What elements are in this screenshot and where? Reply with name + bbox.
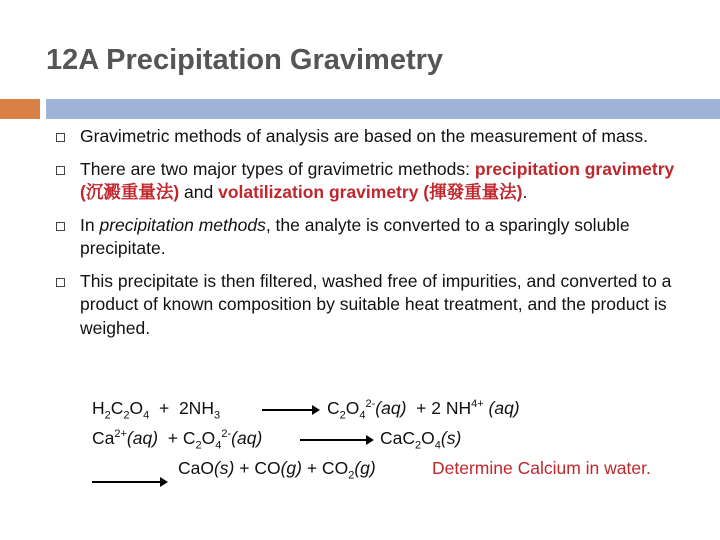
calcium-note: Determine Calcium in water. bbox=[432, 458, 651, 478]
volatilization-gravimetry-term: volatilization gravimetry (揮發重量法) bbox=[218, 182, 523, 202]
square-bullet-icon bbox=[56, 222, 65, 231]
accent-bar-left bbox=[0, 99, 40, 119]
equation-1-products: $C_2O_4^{2-}(aq) + 2$ $NH^{4+}$ (aq) bbox=[327, 398, 520, 422]
square-bullet-icon bbox=[56, 278, 65, 287]
bullet-text: There are two major types of gravimetric methods: bbox=[80, 158, 475, 179]
bullet-item bbox=[56, 125, 696, 149]
reaction-arrow-icon bbox=[262, 409, 318, 411]
equation-1-reactants: $H_2C_2O_4 + 2NH_3$ bbox=[92, 398, 221, 422]
bullet-text: , the analyte is converted to a sparingly soluble precipitate. bbox=[80, 214, 630, 258]
square-bullet-icon bbox=[56, 166, 65, 175]
bullet-text: . bbox=[522, 182, 528, 202]
bullet-text: Gravimetric methods of analysis are based on the measurement of mass. bbox=[80, 126, 649, 146]
bullet-item bbox=[56, 214, 696, 261]
accent-bar-right bbox=[46, 99, 720, 119]
equation-2-products: $CaC_2O_4(s)$ bbox=[380, 428, 462, 452]
bullet-item bbox=[56, 158, 696, 205]
slide-title: 12A Precipitation Gravimetry bbox=[46, 44, 444, 76]
bullet-text: and bbox=[179, 182, 219, 202]
precipitation-gravimetry-term: precipitation gravimetry (沉澱重量法) bbox=[80, 158, 675, 202]
reaction-arrow-icon bbox=[92, 481, 166, 483]
equation-2-reactants: $Ca^{2+}(aq) + C_2O_4^{2-}(aq)$ bbox=[92, 428, 263, 452]
bullet-item bbox=[56, 270, 696, 341]
precipitation-methods-term: precipitation methods bbox=[99, 214, 266, 235]
equation-3-products: $CaO(s) + CO(g) + CO_2(g)$ bbox=[178, 458, 376, 482]
bullet-list bbox=[56, 125, 696, 349]
square-bullet-icon bbox=[56, 133, 65, 142]
bullet-text: This precipitate is then filtered, washed free of impurities, and converted to a product of known composition by suitable heat treatment, and the product is weighed. bbox=[80, 270, 672, 338]
reaction-arrow-icon bbox=[300, 439, 372, 441]
bullet-text: In bbox=[80, 214, 100, 235]
